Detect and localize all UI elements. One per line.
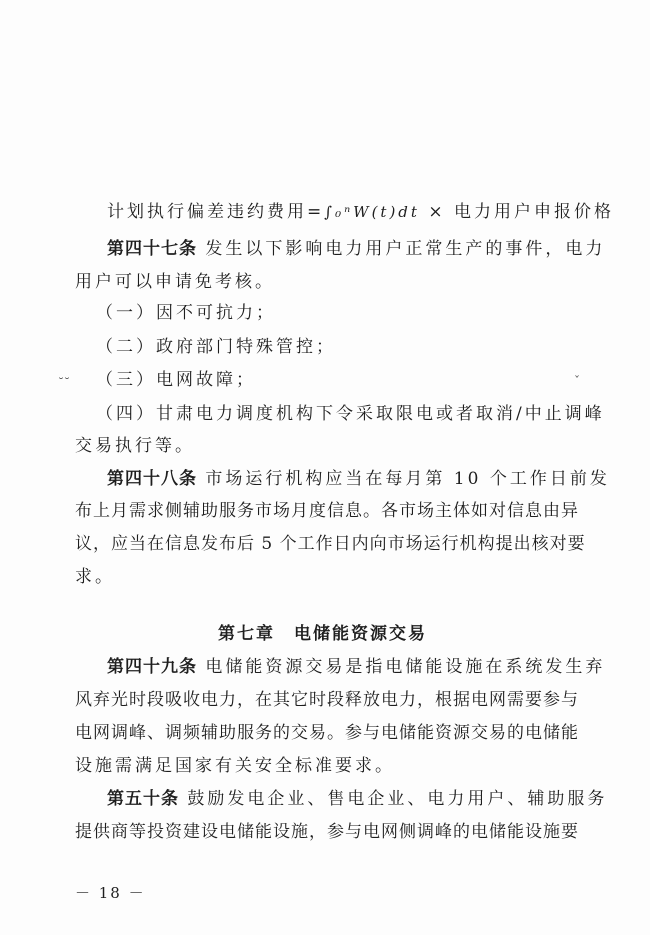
article-48-text-1: 市场运行机构应当在每月第 10 个工作日前发 xyxy=(205,469,610,489)
formula-line xyxy=(107,201,614,223)
article-48-line-2: 布上月需求侧辅助服务市场月度信息。各市场主体如对信息由异 xyxy=(75,501,579,521)
article-50-line-2: 提供商等投资建设电储能设施，参与电网侧调峰的电储能设施要 xyxy=(75,822,579,842)
article-47-item-3: （三）电网故障； xyxy=(96,370,256,390)
article-47-label: 第四十七条 xyxy=(107,239,197,259)
article-49-label: 第四十九条 xyxy=(107,657,197,677)
article-48-line-4: 求。 xyxy=(75,567,115,587)
article-47-item-4: （四）甘肃电力调度机构下令采取限电或者取消/中止调峰 xyxy=(96,404,605,424)
article-47-text-1: 发生以下影响电力用户正常生产的事件，电力 xyxy=(205,239,606,259)
formula-suffix: × 电力用户申报价格 xyxy=(419,202,614,222)
article-49-line-4: 设施需满足国家有关安全标准要求。 xyxy=(75,756,395,776)
formula-integral: ∫₀ⁿW(t)dt xyxy=(324,203,420,221)
article-49-line-3: 电网调峰、调频辅助服务的交易。参与电储能资源交易的电储能 xyxy=(75,723,579,743)
article-50-label: 第五十条 xyxy=(107,789,179,809)
chapter-7-title: 第七章 电储能资源交易 xyxy=(218,624,427,644)
article-48-label: 第四十八条 xyxy=(107,469,197,489)
article-48-line-1 xyxy=(107,468,610,490)
article-47-item-2: （二）政府部门特殊管控； xyxy=(96,337,336,357)
article-50-line-1 xyxy=(107,788,607,810)
left-margin-mark: ˘˘ xyxy=(58,376,70,390)
article-49-text-1: 电储能资源交易是指电储能设施在系统发生弃 xyxy=(205,657,606,677)
article-49-line-2: 风弃光时段吸收电力，在其它时段释放电力，根据电网需要参与 xyxy=(75,690,579,710)
right-margin-mark: ˇ xyxy=(574,374,580,388)
article-50-text-1: 鼓励发电企业、售电企业、电力用户、辅助服务 xyxy=(187,789,608,809)
article-47-line-1 xyxy=(107,238,605,260)
formula-prefix: 计划执行偏差违约费用= xyxy=(107,202,325,222)
article-47-item-1: （一）因不可抗力； xyxy=(96,303,276,323)
article-47-item-4-cont: 交易执行等。 xyxy=(75,436,195,456)
article-47-line-2: 用户可以申请免考核。 xyxy=(75,272,275,292)
page-number: － 18 － xyxy=(75,884,146,902)
article-49-line-1 xyxy=(107,656,605,678)
article-48-line-3: 议，应当在信息发布后 5 个工作日内向市场运行机构提出核对要 xyxy=(75,534,586,554)
